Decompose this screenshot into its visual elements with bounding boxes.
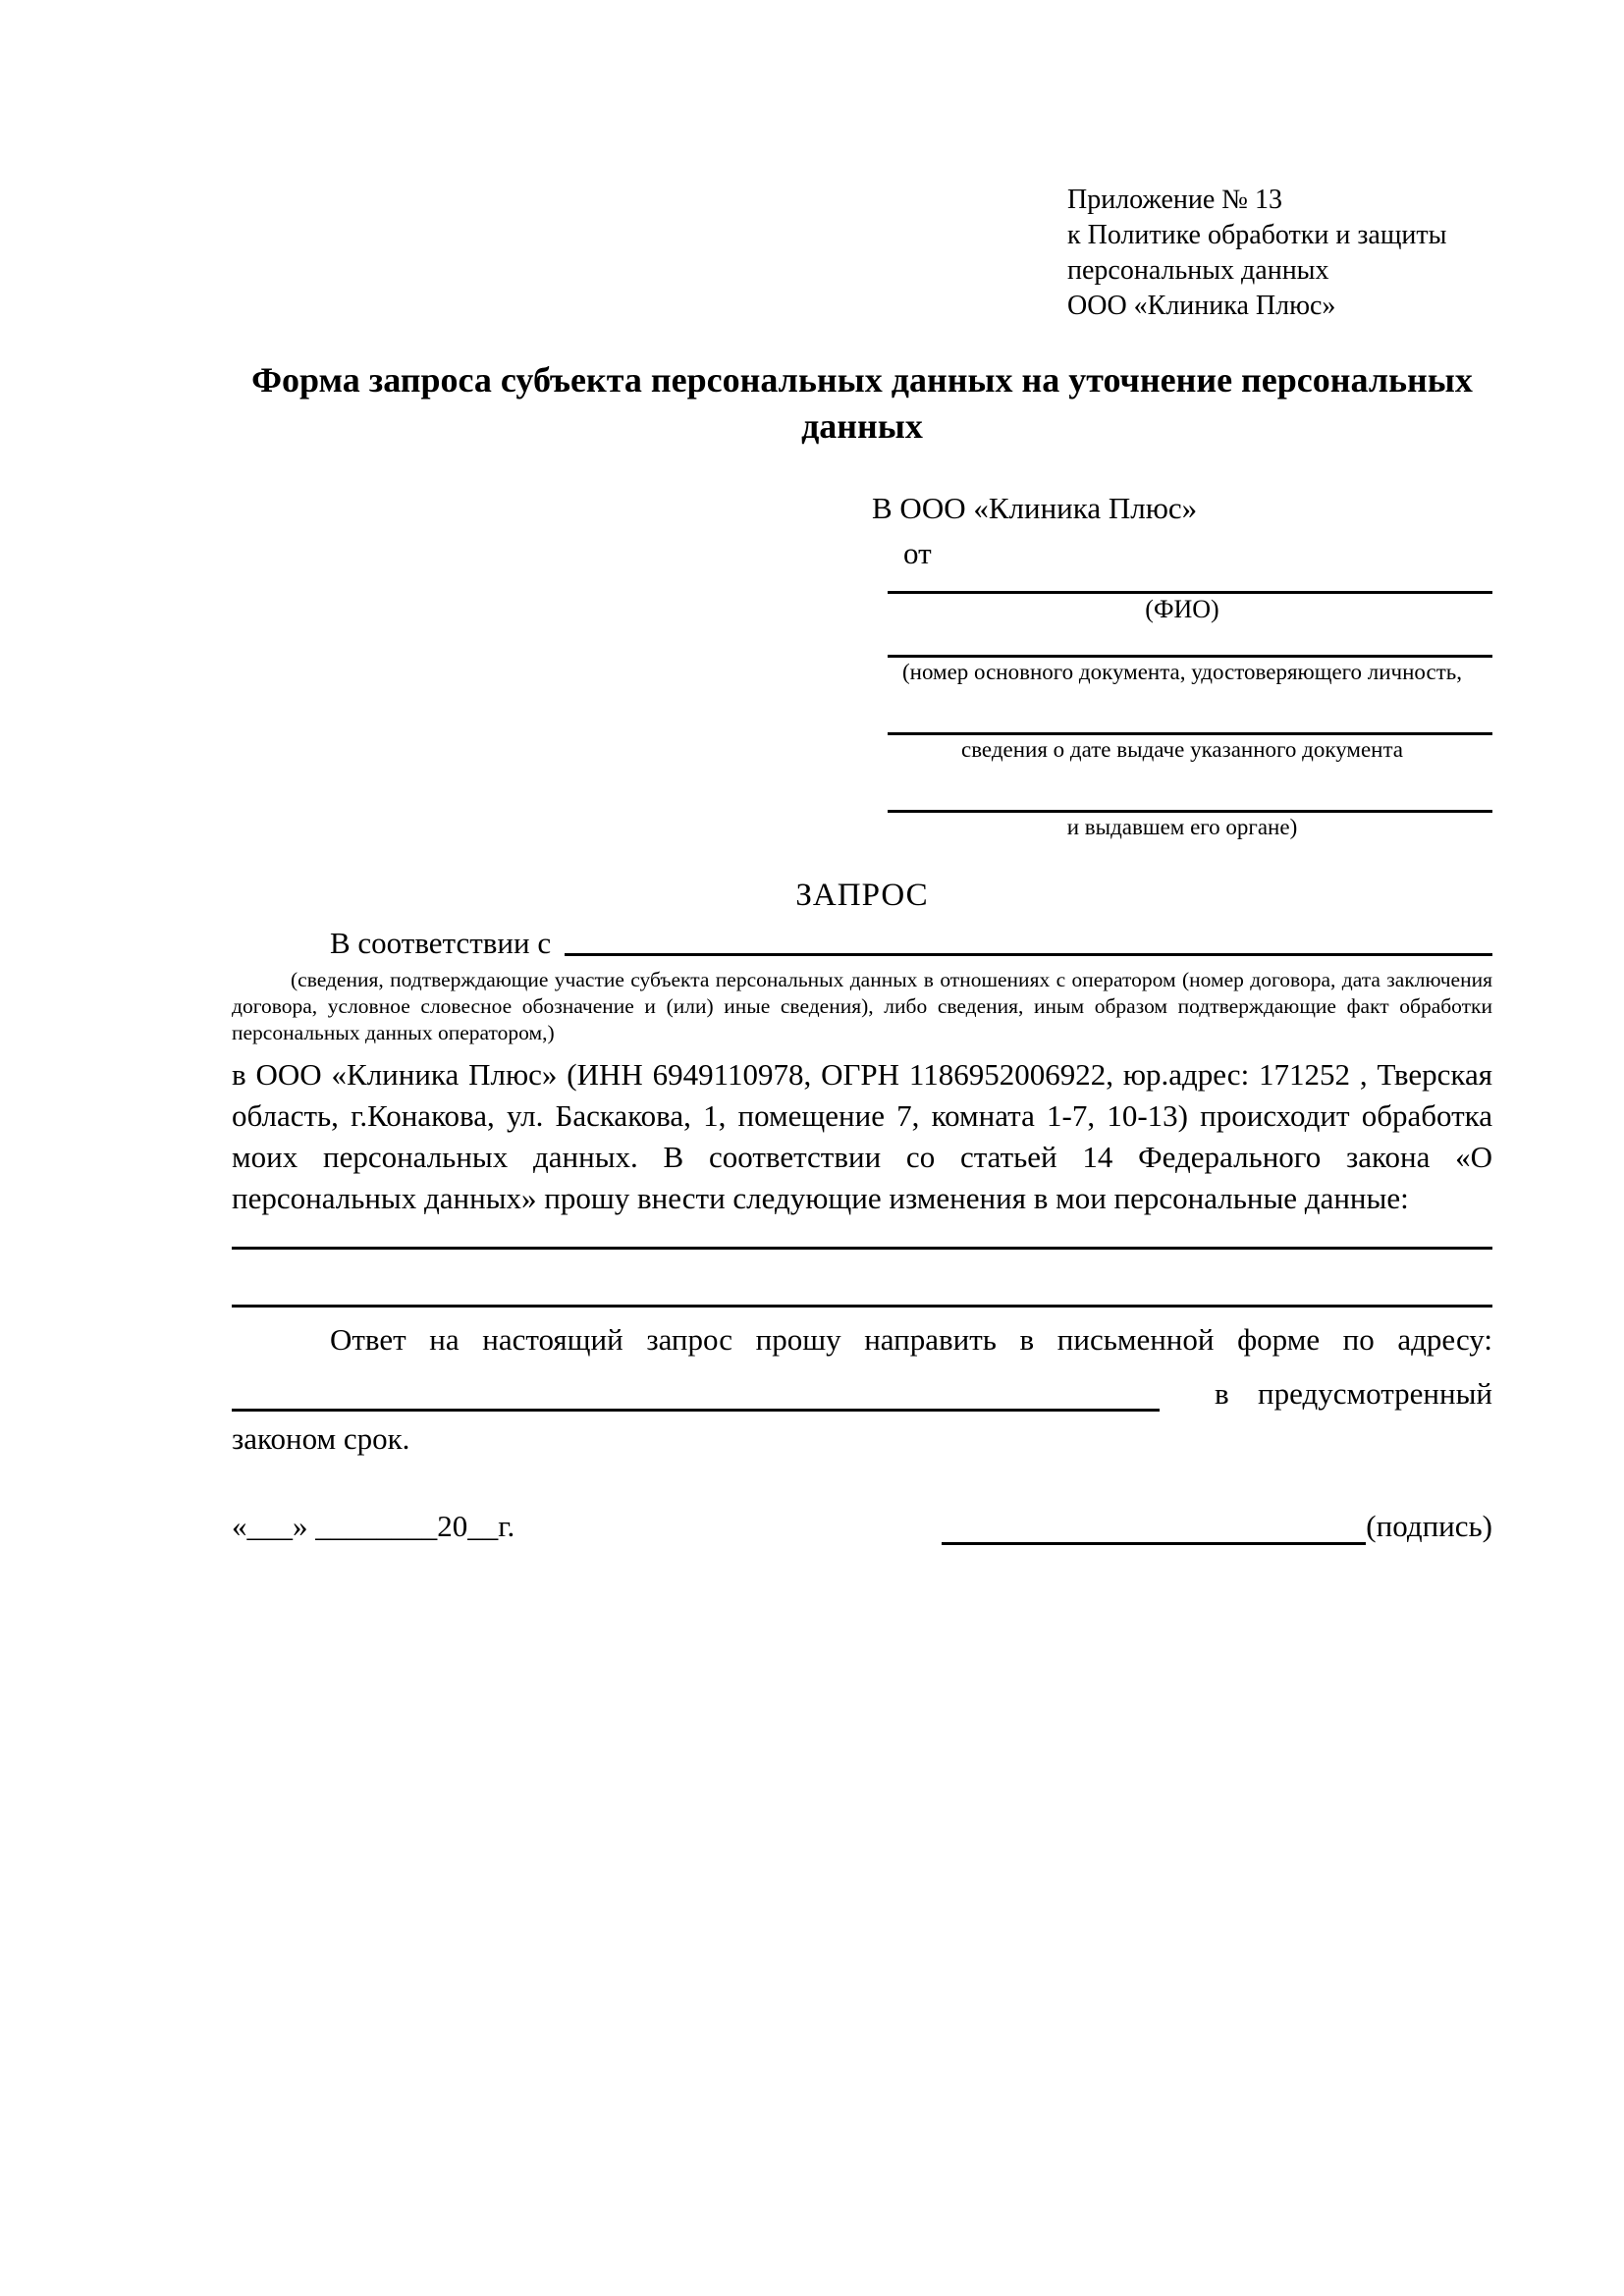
- addressee-to: В ООО «Клиника Плюс»: [872, 491, 1198, 525]
- reply-word-in: в: [1215, 1376, 1229, 1411]
- intro-label: В соответствии с: [330, 926, 552, 960]
- signature-caption: (подпись): [1366, 1509, 1492, 1543]
- signature-group: [942, 1508, 1492, 1545]
- appendix-line: к Политике обработки и защиты: [1067, 220, 1447, 250]
- appendix-line: персональных данных: [1067, 255, 1329, 286]
- doc-number-caption: (номер основного документа, удостоверяющего личность,: [901, 660, 1462, 684]
- addressee-from-label: от: [903, 536, 932, 570]
- paragraph-indent: [232, 926, 330, 961]
- appendix-block: [1067, 183, 1492, 324]
- issue-org-blank-line: [888, 765, 1492, 813]
- signature-blank-line: [942, 1515, 1366, 1545]
- doc-number-blank-line: [888, 625, 1492, 658]
- reply-line-1: Ответ на настоящий запрос прошу направить в письменной форме по адресу:: [330, 1322, 1492, 1357]
- fine-print-note: (сведения, подтверждающие участие субъекта персональных данных в отношениях с оператором (номер договора, дата заключения договора, условное словесное обозначение и (или) иные сведения), либо сведения, иным образом подтверждающие факт обработки персональных данных оператором,): [232, 968, 1492, 1044]
- fio-blank-line: [888, 571, 1492, 594]
- addressee-block: [872, 491, 1492, 842]
- date-blank: «___» ________20__г.: [232, 1509, 515, 1543]
- issue-date-blank-line: [888, 687, 1492, 735]
- document-content: [0, 183, 1624, 1545]
- reply-line-2: [232, 1376, 1492, 1412]
- issue-date-field: [872, 687, 1492, 765]
- intro-blank-line: [565, 926, 1492, 956]
- reply-line-3: законом срок.: [232, 1421, 410, 1456]
- doc-number-field: [872, 625, 1492, 687]
- fio-field: [872, 571, 1492, 625]
- issue-org-caption: и выдавшем его органе): [1066, 815, 1298, 839]
- reply-word-prescribed: предусмотренный: [1258, 1376, 1492, 1411]
- blank-line-1: [232, 1247, 1492, 1250]
- footer-row: [232, 1508, 1492, 1545]
- address-blank-line: [232, 1379, 1160, 1412]
- issue-org-field: [872, 765, 1492, 842]
- fio-caption: (ФИО): [1145, 595, 1219, 623]
- request-body: в ООО «Клиника Плюс» (ИНН 6949110978, ОГРН 1186952006922, юр.адрес: 171252 , Тверская область, г.Конакова, ул. Баскакова, 1, помещение 7, комната 1-7, 10-13) происходит обработка моих персональных данных. В соответствии со статьей 14 Федерального закона «О персональных данных» прошу внести следующие изменения в мои персональные данные:: [232, 1057, 1492, 1215]
- blank-line-2: [232, 1305, 1492, 1308]
- intro-row: [232, 926, 1492, 961]
- document-title: Форма запроса субъекта персональных данных на уточнение персональных данных: [251, 360, 1473, 446]
- appendix-line: Приложение № 13: [1067, 185, 1282, 215]
- issue-date-caption: сведения о дате выдаче указанного документа: [960, 737, 1404, 762]
- appendix-line: ООО «Клиника Плюс»: [1067, 291, 1336, 321]
- request-heading: ЗАПРОС: [795, 878, 929, 913]
